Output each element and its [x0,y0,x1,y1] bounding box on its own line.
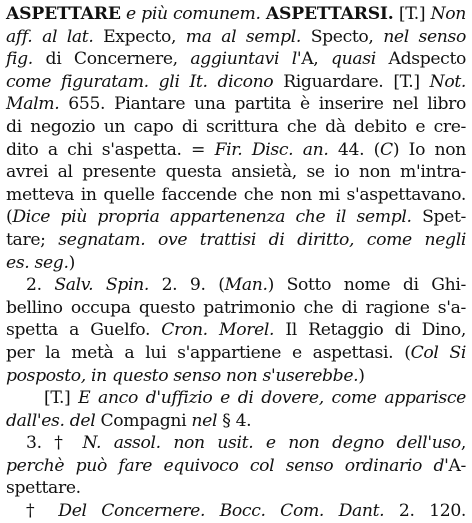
entry-line [6,139,466,162]
text-run: Adspecto [375,49,466,70]
text-run: ) Sotto nome di Ghi- [267,275,466,296]
text-run: avrei al presente questa ansietà, se io non m'intra- [6,162,466,183]
text-run: di negozio un capo di scrittura che dà debito e cre- [6,116,466,137]
text-run: 655. Piantare una partita è inserire nel libro [59,94,466,115]
italic-text: dall'es. del [6,410,96,431]
text-run: ( [6,207,13,228]
italic-text: C [380,139,393,160]
text-run: Il Retaggio di Dino, [274,320,466,341]
text-run: Expecto, [93,26,186,47]
text-run: ) Io non [392,139,466,160]
text-run: A, [301,49,332,70]
text-run: Compagni [95,410,192,431]
entry-line [6,477,466,500]
entry-line [6,274,466,297]
text-run: per la metà a lui s'appartiene e aspettasi. ( [6,342,411,363]
entry-line [6,297,466,320]
entry-line [6,500,466,523]
italic-text: nel [191,410,218,431]
entry-line [6,455,466,478]
entry-line [6,116,466,139]
entry-line [6,48,466,71]
italic-text: aggiuntavi l' [190,49,302,70]
text-run: † [26,501,59,522]
entry-line [6,229,466,252]
entry-line [6,93,466,116]
italic-text: e più comunem. [120,4,266,24]
italic-text: Man. [224,275,268,296]
italic-text: Dice più propria appartenenza che il sempl. [12,207,412,228]
text-run: Riguardare. [T.] [273,71,430,92]
text-run: 3. † [26,433,83,454]
italic-text: Malm. [6,94,60,115]
entry-line [6,342,466,365]
italic-text: Salv. Spin. [54,275,149,296]
headword: ASPETTARSI. [265,4,394,24]
italic-text: E anco d'uffizio e di dovere, come apparisce [78,388,467,409]
text-run: A- [448,455,466,476]
italic-text: nel senso [383,26,466,47]
text-run: , [460,433,467,454]
text-run: 2. [26,275,55,296]
text-run: [T.] [393,4,431,24]
text-run: § 4. [217,410,252,431]
entry-line [6,365,466,388]
text-run: [T.] [44,388,79,409]
entry-line [6,432,466,455]
italic-text: Not. [429,71,466,92]
entry-line [6,71,466,94]
entry-line [6,3,466,26]
italic-text: posposto, in questo senso non s'userebbe. [6,365,359,386]
text-run: Specto, [301,26,384,47]
entry-line [6,206,466,229]
entry-line [6,319,466,342]
italic-text: ma al sempl. [185,26,302,47]
italic-text: Non [430,4,466,24]
headword: ASPETTARE [6,4,121,24]
entry-line [6,252,466,275]
text-run: spettare. [6,478,81,499]
entry-line [6,161,466,184]
italic-text: come figuratam. gli It. dicono [6,71,274,92]
italic-text: quasi [331,49,376,70]
text-run: spetta a Guelfo. [6,320,162,341]
entry-line [6,410,466,433]
italic-text: Cron. Morel. [161,320,275,341]
entry-line [6,387,466,410]
text-run: ) [358,365,365,386]
italic-text: Del Concernere. Bocc. Com. Dant. [58,501,385,522]
entry-line [6,184,466,207]
italic-text: perchè può fare equivoco col senso ordinario d' [6,455,449,476]
text-run: 2. 120. [384,501,467,522]
entry-line [6,26,466,49]
text-run: metteva in quelle faccende che non mi s'aspettavano. [6,184,466,205]
text-run: 44. ( [328,139,381,160]
italic-text: aff. al lat. [6,26,94,47]
text-run: tare; [6,229,59,250]
text-run: ) [68,252,75,273]
italic-text: Col Si [410,342,467,363]
italic-text: segnatam. ove trattisi di diritto, come negli [58,229,466,250]
text-run: Spet- [411,207,466,228]
italic-text: fig. [6,49,33,70]
italic-text: es. seg. [6,252,69,273]
italic-text: N. assol. non usit. e non degno dell'uso [82,433,461,454]
text-run: dito a chi s'aspetta. = [6,139,215,160]
text-run: di Concernere, [32,49,191,70]
italic-text: Fir. Disc. an. [214,139,329,160]
text-run: bellino occupa questo patrimonio che di ragione s'a- [6,297,466,318]
text-run: 2. 9. ( [148,275,225,296]
